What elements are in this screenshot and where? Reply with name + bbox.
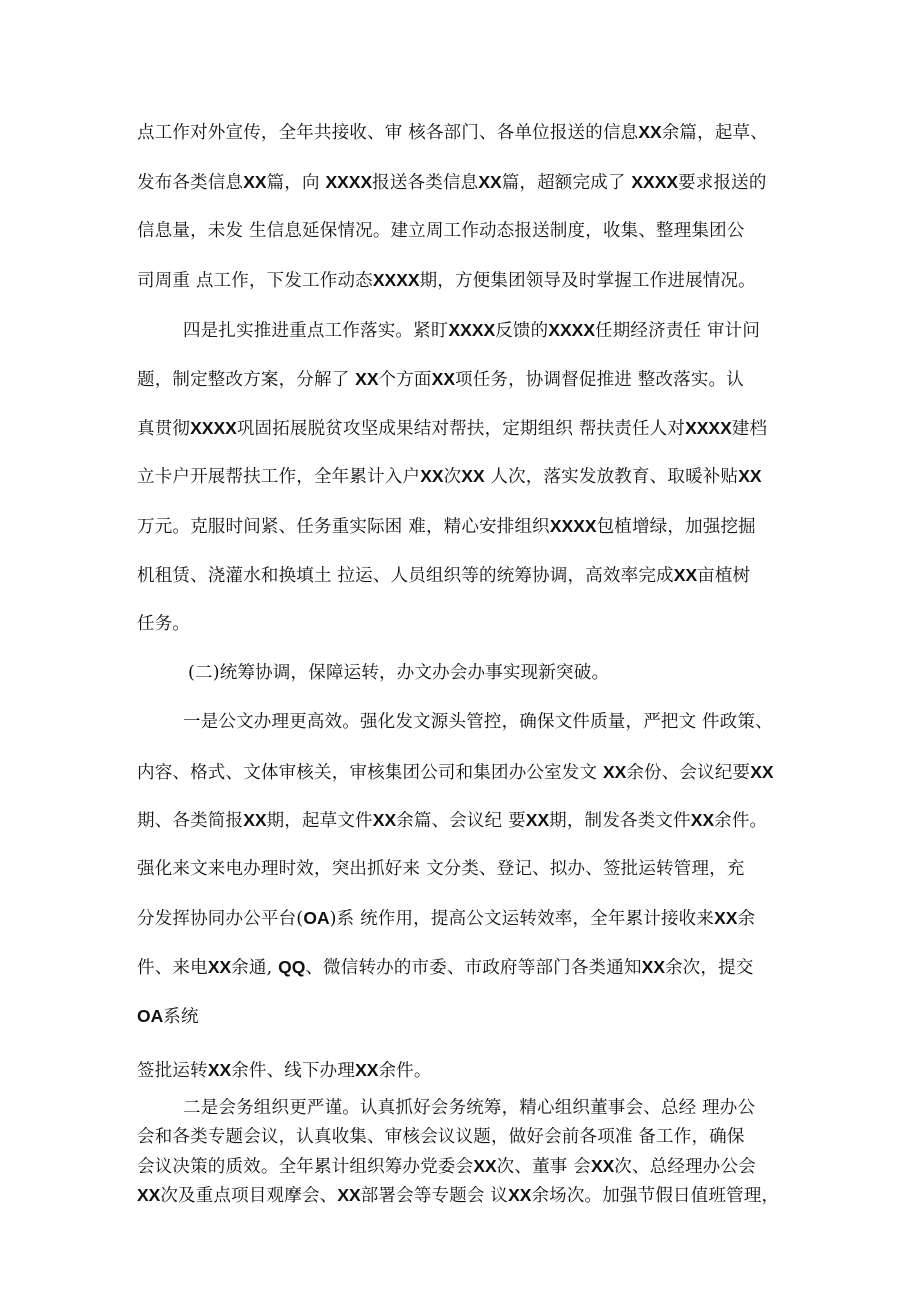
- paragraph-line: 机租赁、浇灌水和换填土 拉运、人员组织等的统筹协调，高效率完成XX亩植树: [137, 565, 751, 586]
- paragraph-line: 强化来文来电办理时效，突出抓好来 文分类、登记、拟办、签批运转管理，充: [137, 859, 745, 879]
- paragraph-line: 四是扎实推进重点工作落实。紧盯XXXX反馈的XXXX任期经济责任 审计问: [183, 320, 761, 341]
- paragraph-line: 司周重 点工作，下发工作动态XXXX期，方便集团领导及时掌握工作进展情况。: [137, 270, 756, 291]
- paragraph-line: 立卡户开展帮扶工作，全年累计入户XX次XX 人次，落实发放教育、取暖补贴XX: [137, 466, 762, 487]
- section-heading: (二)统筹协调，保障运转，办文办会办事实现新突破。: [188, 663, 610, 683]
- paragraph-line: 二是会务组织更严谨。认真抓好会务统筹，精心组织董事会、总经 理办公: [183, 1098, 756, 1118]
- paragraph-line: 万元。克服时间紧、任务重实际困 难，精心安排组织XXXX包植增绿，加强挖掘: [137, 516, 756, 537]
- paragraph-line: 件、来电XX余通, QQ、微信转办的市委、市政府等部门各类通知XX余次，提交: [137, 957, 754, 978]
- paragraph-line: 会议决策的质效。全年累计组织筹办党委会XX次、董事 会XX次、总经理办公会: [137, 1156, 756, 1177]
- paragraph-line: 点工作对外宣传，全年共接收、审 核各部门、各单位报送的信息XX余篇，起草、: [137, 122, 768, 143]
- paragraph-line: 一是公文办理更高效。强化发文源头管控，确保文件质量，严把文 件政策、: [183, 712, 773, 732]
- paragraph-line: 真贯彻XXXX巩固拓展脱贫攻坚成果结对帮扶，定期组织 帮扶责任人对XXXX建档: [137, 418, 768, 439]
- paragraph-line: XX次及重点项目观摩会、XX部署会等专题会 议XX余场次。加强节假日值班管理，: [137, 1185, 780, 1206]
- paragraph-line: 期、各类简报XX期，起草文件XX余篇、会议纪 要XX期，制发各类文件XX余件。: [137, 810, 768, 831]
- paragraph-line: 信息量，未发 生信息延保情况。建立周工作动态报送制度，收集、整理集团公: [137, 221, 745, 241]
- paragraph-line: 分发挥协同办公平台(OA)系 统作用，提高公文运转效率，全年累计接收来XX余: [137, 908, 756, 929]
- paragraph-line: 会和各类专题会议，认真收集、审核会议议题，做好会前各项准 备工作，确保: [137, 1127, 745, 1147]
- paragraph-line: 内容、格式、文体审核关，审核集团公司和集团办公室发文 XX余份、会议纪要XX: [137, 762, 774, 783]
- paragraph-line: 任务。: [137, 614, 191, 634]
- paragraph-line: OA系统: [137, 1006, 199, 1027]
- paragraph-line: 题，制定整改方案，分解了 XX个方面XX项任务，协调督促推进 整改落实。认: [137, 369, 744, 390]
- paragraph-line: 发布各类信息XX篇，向 XXXX报送各类信息XX篇，超额完成了 XXXX要求报送的: [137, 172, 767, 193]
- paragraph-line: 签批运转XX余件、线下办理XX余件。: [137, 1060, 432, 1081]
